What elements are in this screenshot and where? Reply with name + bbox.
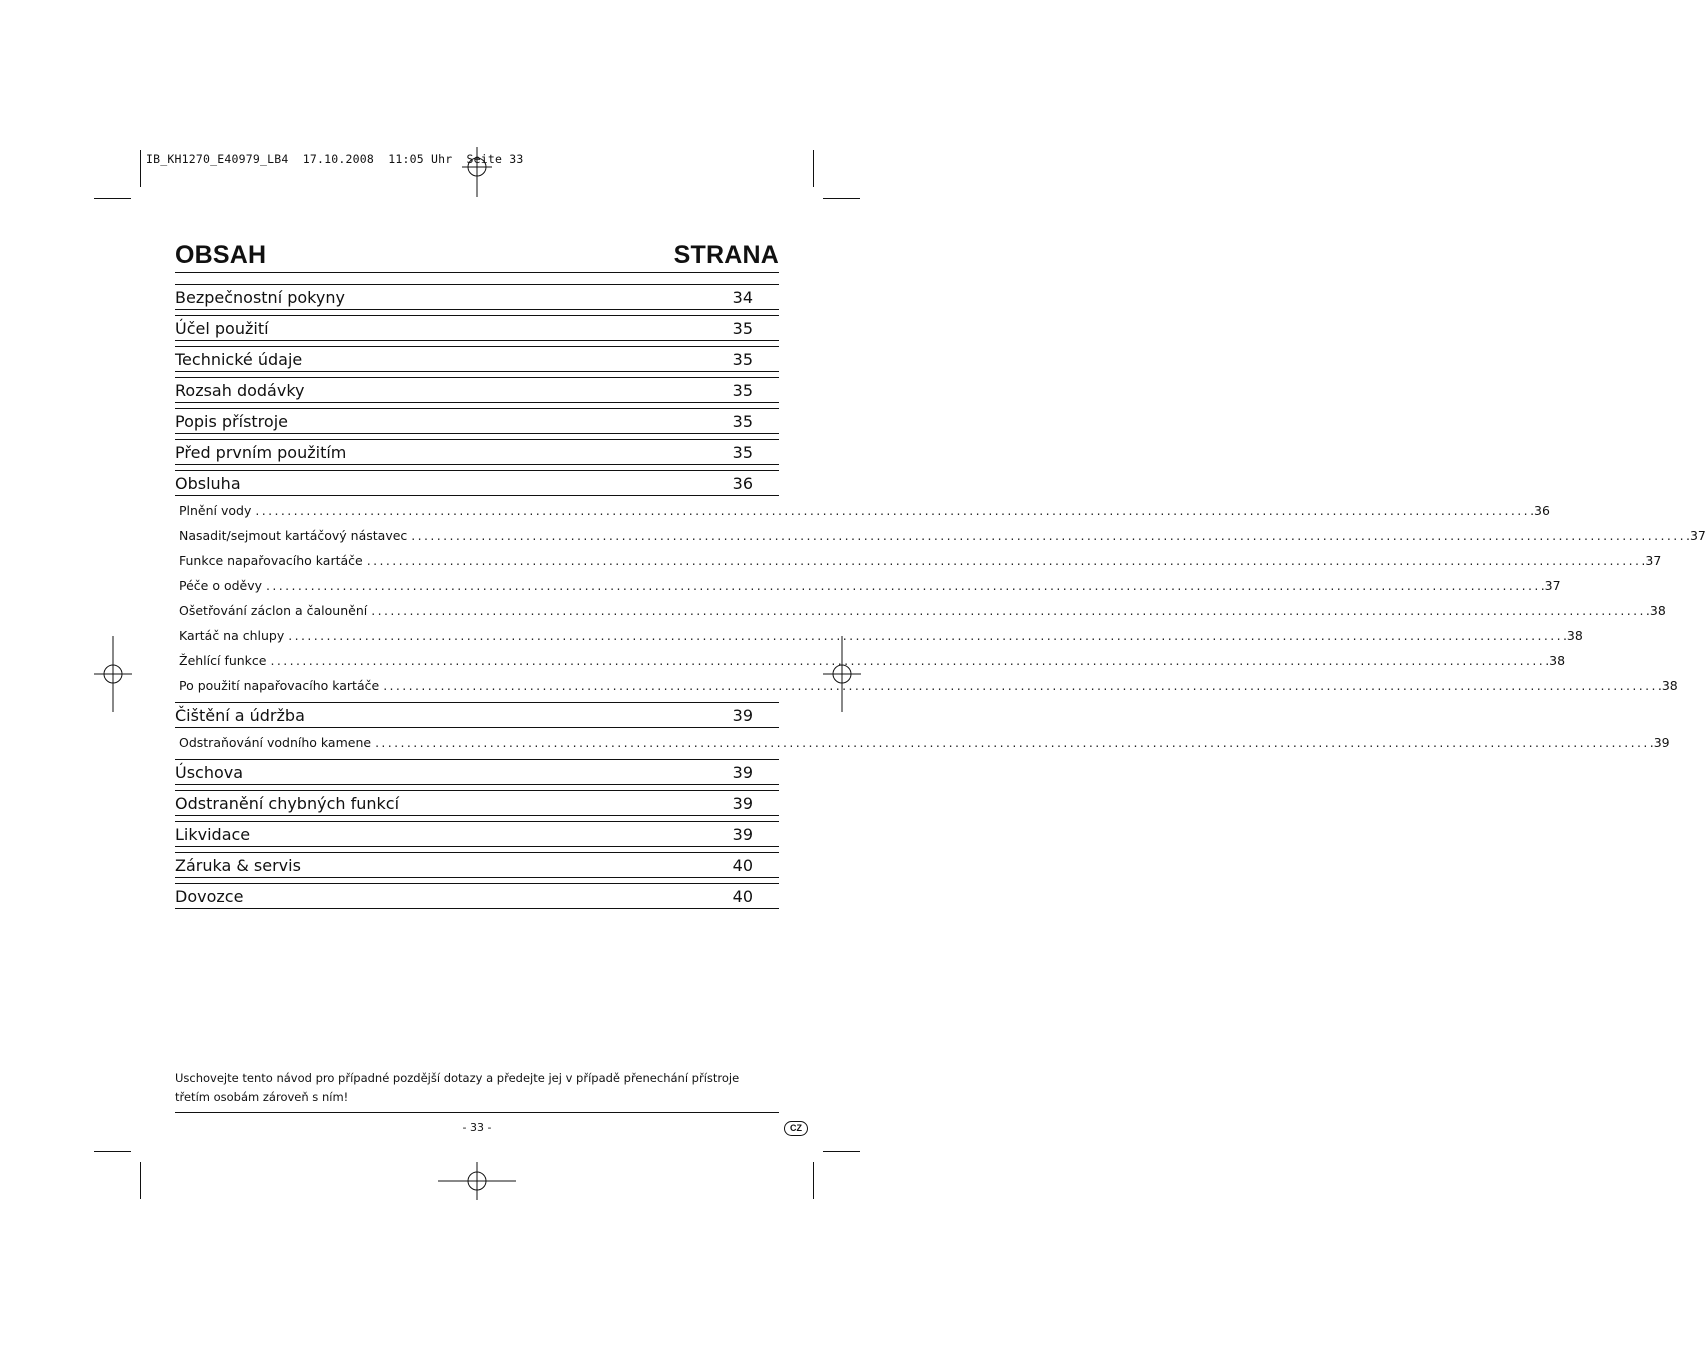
toc-subentry-title: Nasadit/sejmout kartáčový nástavec [179,528,408,543]
toc-subentry-page: .37 [1685,528,1706,543]
toc-entry-title: Před prvním použitím [175,442,347,462]
toc-entry [175,377,779,403]
crop-mark-bottom-right-vertical [813,1162,814,1199]
toc-subentry [175,598,1666,623]
dot-leader: ........................................................................................................................................................................................................ [383,678,1658,693]
toc-entry-title: Úschova [175,762,244,782]
toc-entry [175,470,779,496]
registration-mark-bottom-icon [438,1162,516,1200]
toc-subentry [175,673,1678,698]
dot-leader: ........................................................................................................................................................................................................ [375,735,1650,750]
print-info: IB_KH1270_E40979_LB4 17.10.2008 11:05 Uhr Seite 33 [146,152,524,166]
toc-subentry [175,648,1566,673]
crop-mark-bottom-right-horizontal [823,1151,860,1152]
toc-subentry [175,523,1706,548]
page-column-heading: STRANA [673,241,779,269]
toc-entry [175,284,779,310]
toc-entry [175,408,779,434]
toc-subentry-page: .37 [1540,578,1561,593]
toc-entry-title: Obsluha [175,473,241,493]
toc-subentry-title: Ošetřování záclon a čalounění [179,603,368,618]
contents-heading: OBSAH [175,241,267,269]
crop-mark-top-right-horizontal [823,198,860,199]
toc-entry-page: 35 [732,380,753,400]
toc-subentry [175,548,1662,573]
footer-divider [175,1112,779,1113]
toc-entry-page: 40 [732,886,753,906]
toc-entry-page: 39 [732,705,753,725]
toc-subsection-list [175,498,1706,698]
toc-subentry [175,730,1670,755]
toc-entry-page: 39 [732,762,753,782]
dot-leader: ........................................................................................................................................................................................................ [270,653,1546,668]
crop-mark-top-left-vertical [140,150,141,187]
toc-entry [175,790,779,816]
toc-entry-title: Technické údaje [175,349,303,369]
registration-mark-top-icon [462,147,492,197]
toc-entry [175,883,779,909]
toc-subentry-title: Plnění vody [179,503,252,518]
toc-subsection-list [175,730,1670,755]
toc-subentry-page: .38 [1657,678,1678,693]
toc-entry [175,346,779,372]
toc-entry-page: 36 [732,473,753,493]
toc-entry-title: Dovozce [175,886,244,906]
toc-subentry-title: Odstraňování vodního kamene [179,735,372,750]
toc-subentry [175,573,1561,598]
toc-subentry-page: .38 [1562,628,1583,643]
toc-entry-page: 35 [732,349,753,369]
toc-subentry [175,623,1583,648]
toc-entry-page: 40 [732,855,753,875]
toc-entry-page: 35 [732,442,753,462]
toc-entry-page: 35 [732,318,753,338]
dot-leader: ........................................................................................................................................................................................................ [366,553,1642,568]
toc-subentry-title: Péče o oděvy [179,578,263,593]
dot-leader: ........................................................................................................................................................................................................ [411,528,1686,543]
toc-entry-title: Likvidace [175,824,251,844]
toc-entry [175,759,779,785]
toc-entry-title: Záruka & servis [175,855,301,875]
toc-subentry-title: Kartáč na chlupy [179,628,285,643]
table-of-contents [175,284,1706,914]
toc-entry-title: Čištění a údržba [175,705,305,725]
toc-subentry [175,498,1550,523]
language-badge: CZ [784,1121,808,1136]
toc-entry [175,821,779,847]
dot-leader: ........................................................................................................................................................................................................ [266,578,1541,593]
toc-entry-page: 39 [732,793,753,813]
toc-subentry-page: .36 [1530,503,1550,518]
registration-mark-left-icon [94,636,132,712]
toc-entry [175,315,779,341]
toc-entry-title: Odstranění chybných funkcí [175,793,400,813]
crop-mark-bottom-left-vertical [140,1162,141,1199]
crop-mark-top-left-horizontal [94,198,131,199]
toc-subentry-page: .37 [1641,553,1662,568]
toc-entry [175,702,779,728]
toc-entry-page: 34 [732,287,753,307]
toc-subentry-title: Po použití napařovacího kartáče [179,678,380,693]
toc-subentry-page: .38 [1545,653,1566,668]
page-number: - 33 - [462,1121,492,1134]
registration-mark-right-icon [823,636,861,712]
toc-entry-title: Účel použití [175,318,269,338]
dot-leader: ........................................................................................................................................................................................................ [371,603,1646,618]
dot-leader: ........................................................................................................................................................................................................ [255,503,1531,518]
toc-entry [175,439,779,465]
toc-subentry-page: .38 [1645,603,1666,618]
toc-entry-title: Bezpečnostní pokyny [175,287,345,307]
toc-entry-title: Rozsah dodávky [175,380,305,400]
toc-subentry-page: .39 [1649,735,1670,750]
heading-divider [175,272,779,273]
toc-entry [175,852,779,878]
toc-entry-page: 35 [732,411,753,431]
crop-mark-top-right-vertical [813,150,814,187]
crop-mark-bottom-left-horizontal [94,1151,131,1152]
toc-entry-page: 39 [732,824,753,844]
toc-subentry-title: Žehlící funkce [179,653,267,668]
footnote: Uschovejte tento návod pro případné pozdější dotazy a předejte jej v případě přenechání přístroje třetím osobám zároveň s ním! [175,1071,740,1104]
toc-subentry-title: Funkce napařovacího kartáče [179,553,363,568]
dot-leader: ........................................................................................................................................................................................................ [288,628,1563,643]
toc-entry-title: Popis přístroje [175,411,288,431]
